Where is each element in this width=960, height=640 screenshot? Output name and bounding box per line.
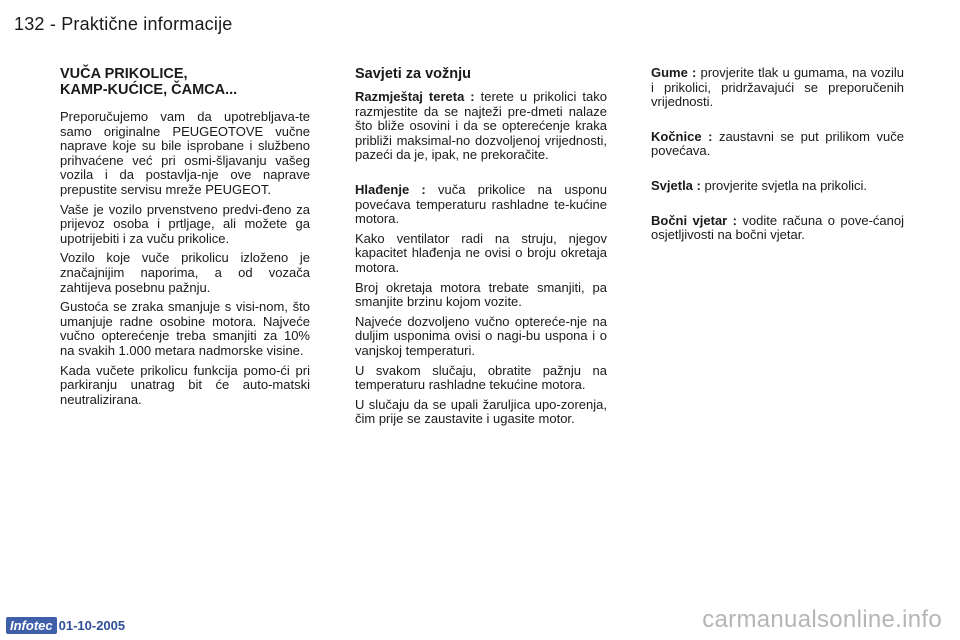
paragraph: Vaše je vozilo prvenstveno predvi-đeno za prijevoz osoba i prtljage, ali možete ga upotrijebiti i za vuču prikolice. (60, 201, 310, 246)
brakes-paragraph (651, 130, 904, 159)
footer (6, 617, 125, 634)
column-driving-tips (355, 66, 607, 432)
footer-date: 01-10-2005 (58, 618, 126, 633)
lights-text: provjerite svjetla na prikolici. (700, 177, 868, 193)
section-title (60, 66, 310, 98)
brakes-label: Kočnice : (651, 128, 713, 144)
cooling-text: vuča prikolice na usponu povećava temperaturu rashladne te-kućine motora. (355, 181, 608, 227)
tyres-paragraph (651, 66, 904, 110)
section-title-line2: KAMP-KUĆICE, ČAMCA... (60, 82, 238, 98)
column-towing-intro (60, 66, 310, 412)
paragraph: Najveće dozvoljeno vučno opterećе-nje na duljim usponima ovisi o nagi-bu uspona i o vanjskoj temperaturi. (355, 313, 607, 358)
section-title: Savjeti za vožnju (355, 66, 472, 82)
infotec-logo: Infotec (6, 617, 57, 634)
tyres-text: provjerite tlak u gumama, na vozilu i prikolici, pridržavajući se preporučenih vrijednosti. (651, 65, 904, 110)
lights-label: Svjetla : (651, 177, 701, 193)
load-text: terete u prikolici tako razmjestite da se najteži pre-dmeti nalaze što bliže osovini i da se opterećenje kraka približi maksimal-no dozvoljenoj vrijednosti, pazeći da je, ipak, ne prekoračite. (355, 89, 607, 163)
lights-paragraph (651, 179, 904, 194)
side-wind-label: Bočni vjetar : (651, 212, 737, 228)
watermark: carmanualsonline.info (702, 606, 942, 633)
cooling-paragraph (355, 183, 607, 227)
column-checks (651, 66, 904, 248)
side-wind-paragraph (651, 214, 904, 243)
paragraph: Vozilo koje vuče prikolicu izloženo je značajnijim naporima, a od vozača zahtijeva posebnu pažnju. (60, 250, 310, 295)
paragraph: U slučaju da se upali žaruljica upo-zorenja, čim prije se zaustavite i ugasite motor. (355, 396, 607, 427)
paragraph: U svakom slučaju, obratite pažnju na temperaturu rashladne tekućine motora. (355, 362, 607, 393)
load-distribution-paragraph (355, 90, 607, 163)
paragraph: Kada vučete prikolicu funkcija pomo-ći pri parkiranju unatrag bit će auto-matski neutralizirana. (60, 362, 310, 407)
paragraph: Gustoća se zraka smanjuje s visi-nom, što umanjuje radne osobine motora. Najveće vučno opterećenje treba smanjiti za 10% na svakih 1.000 metara nadmorske visine. (60, 299, 310, 358)
paragraph: Preporučujemo vam da upotrebljava-te samo originalne PEUGEOTOVE vučne naprave koje su bile isprobane i službeno prihvaćene već pri osmi-šljavanju vašeg vozila i da postavlja-nje ove naprave prepustite servisu mreže PEUGEOT. (60, 109, 310, 197)
tyres-label: Gume : (651, 65, 697, 80)
side-wind-text: vodite računa o pove-ćanoj osjetljivosti na bočni vjetar. (651, 212, 904, 243)
page-title: 132 - Praktične informacije (14, 14, 233, 34)
cooling-label: Hlađenje : (355, 181, 426, 197)
load-label: Razmještaj tereta : (355, 89, 475, 104)
brakes-text: zaustavni se put prilikom vuče povećava. (651, 128, 904, 159)
paragraph: Kako ventilator radi na struju, njegov kapacitet hlađenja ne ovisi o broju okretaja motora. (355, 230, 607, 275)
section-title-line1: VUČA PRIKOLICE, (60, 66, 188, 82)
paragraph: Broj okretaja motora trebate smanjiti, pa smanjite brzinu kojom vozite. (355, 279, 607, 310)
